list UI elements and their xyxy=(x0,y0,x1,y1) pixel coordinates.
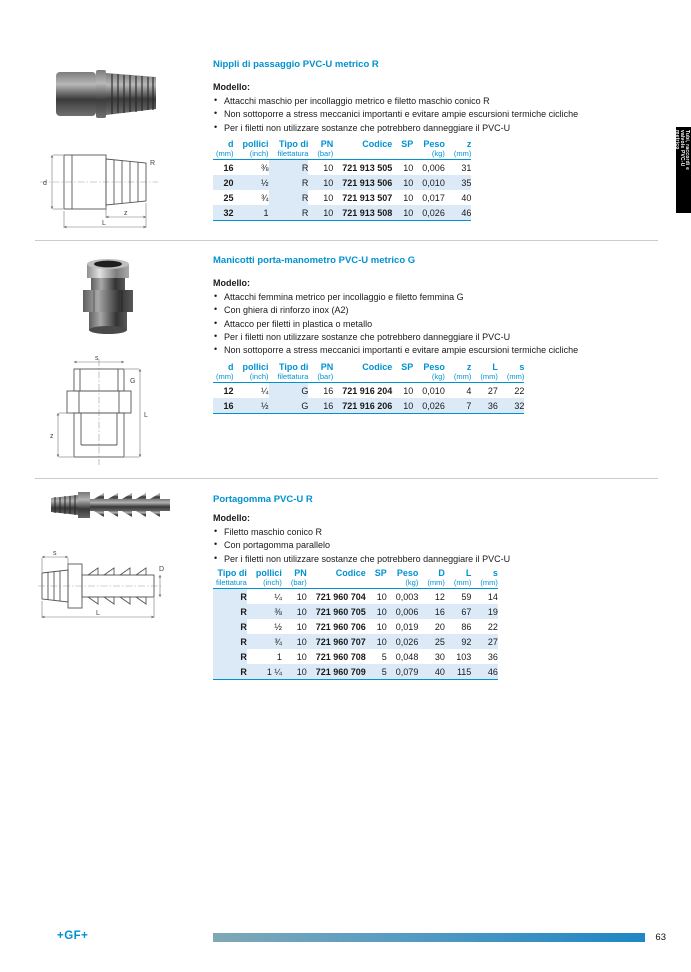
side-tab-chapter xyxy=(676,127,691,213)
table-row xyxy=(213,664,498,680)
side-tab-line: valvole PVC-U xyxy=(679,130,685,167)
footer-bar xyxy=(213,933,645,942)
model-label: Modello: xyxy=(213,513,250,523)
table-cell: 10 xyxy=(403,385,414,396)
feature-list xyxy=(213,96,665,136)
column-header: L (mm) xyxy=(471,362,498,383)
column-header: Peso (kg) xyxy=(413,362,445,383)
column-header: Tipo di filettatura xyxy=(269,139,309,160)
table-row xyxy=(213,634,498,649)
feature-item: • Non sottoporre a stress meccanici importanti e evitare ampie escursioni termiche cicliche xyxy=(213,345,665,356)
table-cell: 27 xyxy=(487,385,498,396)
section-divider xyxy=(35,240,658,241)
feature-list xyxy=(213,292,665,358)
table-cell: 7 xyxy=(466,400,472,411)
column-header: SP xyxy=(366,568,387,589)
svg-text:s: s xyxy=(53,550,57,557)
table-cell: 10 xyxy=(403,177,414,188)
technical-drawing-manicotto xyxy=(34,355,164,469)
table-cell: 721 960 709 xyxy=(315,666,366,677)
header-row xyxy=(213,568,498,589)
table-cell: 12 xyxy=(434,591,445,602)
column-header: s (mm) xyxy=(471,568,498,589)
svg-text:z: z xyxy=(124,210,128,217)
table-cell: 16 xyxy=(434,606,445,617)
table-cell: 35 xyxy=(461,177,472,188)
table-cell: 0,048 xyxy=(395,651,419,662)
table-cell: 27 xyxy=(487,636,498,647)
table-cell: 0,079 xyxy=(395,666,419,677)
model-label: Modello: xyxy=(213,82,250,92)
column-header: PN (bar) xyxy=(282,568,307,589)
column-header: pollici (inch) xyxy=(247,568,282,589)
table-cell: 721 916 204 xyxy=(342,385,393,396)
table-row xyxy=(213,175,471,190)
table-cell: R xyxy=(213,589,247,605)
column-header: z (mm) xyxy=(445,362,472,383)
table-cell: 721 960 706 xyxy=(315,621,366,632)
table-cell: ⅜ xyxy=(261,162,269,173)
table-cell: 14 xyxy=(487,591,498,602)
table-cell: 5 xyxy=(381,666,387,677)
table-cell: 20 xyxy=(223,177,234,188)
table-cell: 721 960 707 xyxy=(315,636,366,647)
column-header: D (mm) xyxy=(418,568,445,589)
table-cell: 10 xyxy=(323,177,334,188)
table-cell: R xyxy=(213,664,247,680)
page-number: 63 xyxy=(655,932,666,943)
table-cell: 40 xyxy=(434,666,445,677)
table-cell: 59 xyxy=(461,591,472,602)
feature-item: • Non sottoporre a stress meccanici importanti e evitare ampie escursioni termiche cicliche xyxy=(213,109,665,120)
table-cell: 0,026 xyxy=(422,207,445,218)
feature-list xyxy=(213,527,665,567)
svg-text:z: z xyxy=(50,433,54,440)
table-cell: 10 xyxy=(376,591,387,602)
column-header: L (mm) xyxy=(445,568,472,589)
column-header: PN (bar) xyxy=(308,362,333,383)
table-cell: 721 960 705 xyxy=(315,606,366,617)
table-row xyxy=(213,190,471,205)
side-tab-line: Tubi, raccordi e xyxy=(684,130,690,171)
table-cell: 10 xyxy=(376,606,387,617)
technical-drawing-portagomma xyxy=(34,549,166,623)
column-header: SP xyxy=(392,139,413,160)
table-cell: R xyxy=(269,205,309,221)
table-cell: 16 xyxy=(323,385,334,396)
side-tab-line: metrico xyxy=(674,130,680,150)
table-cell: 67 xyxy=(461,606,472,617)
table-cell: 1 ¼ xyxy=(266,666,282,677)
table-cell: 16 xyxy=(223,162,234,173)
header-row xyxy=(213,362,524,383)
table-cell: R xyxy=(213,649,247,664)
table-cell: 86 xyxy=(461,621,472,632)
table-cell: 30 xyxy=(434,651,445,662)
table-cell: 0,017 xyxy=(422,192,445,203)
table-cell: R xyxy=(269,190,309,205)
table-cell: 19 xyxy=(487,606,498,617)
column-header: Tipo di filettatura xyxy=(269,362,309,383)
table-cell: 10 xyxy=(403,207,414,218)
column-header: Tipo di filettatura xyxy=(213,568,247,589)
table-cell: 32 xyxy=(514,400,525,411)
product-photo-portagomma xyxy=(48,485,174,525)
table-cell: 25 xyxy=(223,192,234,203)
table-cell: 0,026 xyxy=(422,400,445,411)
svg-text:s: s xyxy=(95,355,99,362)
table-cell: 16 xyxy=(323,400,334,411)
svg-text:G: G xyxy=(130,378,136,385)
table-cell: 10 xyxy=(296,591,307,602)
column-header: Codice xyxy=(307,568,366,589)
table-cell: 721 960 704 xyxy=(315,591,366,602)
table-cell: 22 xyxy=(514,385,525,396)
table-cell: 10 xyxy=(296,621,307,632)
spec-table-manicotti xyxy=(213,362,524,414)
table-cell: 10 xyxy=(296,666,307,677)
table-cell: ¼ xyxy=(274,591,282,602)
table-row xyxy=(213,160,471,176)
table-cell: 10 xyxy=(296,636,307,647)
table-cell: 20 xyxy=(434,621,445,632)
table-cell: 721 913 505 xyxy=(342,162,393,173)
feature-item: • Con portagomma parallelo xyxy=(213,540,665,551)
table-cell: ¼ xyxy=(261,385,269,396)
table-cell: 0,003 xyxy=(395,591,419,602)
column-header: PN (bar) xyxy=(308,139,333,160)
column-header: d (mm) xyxy=(213,139,234,160)
column-header: Codice xyxy=(333,362,392,383)
table-cell: 0,026 xyxy=(395,636,419,647)
svg-text:D: D xyxy=(159,566,165,573)
feature-item: • Con ghiera di rinforzo inox (A2) xyxy=(213,305,665,316)
svg-text:L: L xyxy=(102,220,106,227)
section-title: Portagomma PVC-U R xyxy=(213,493,313,505)
table-cell: 22 xyxy=(487,621,498,632)
feature-item: • Per i filetti non utilizzare sostanze che potrebbero danneggiare il PVC-U xyxy=(213,554,665,565)
table-cell: ¾ xyxy=(261,192,269,203)
column-header: Peso (kg) xyxy=(413,139,445,160)
table-cell: 0,010 xyxy=(422,177,445,188)
table-cell: R xyxy=(269,160,309,176)
feature-item: • Attacchi maschio per incollaggio metrico e filetto maschio conico R xyxy=(213,96,665,107)
table-row xyxy=(213,398,524,414)
table-cell: R xyxy=(269,175,309,190)
table-cell: R xyxy=(213,634,247,649)
table-cell: 721 913 506 xyxy=(342,177,393,188)
product-photo-nipplo xyxy=(52,57,164,131)
section-title: Nippli di passaggio PVC-U metrico R xyxy=(213,58,379,70)
feature-item: • Per i filetti non utilizzare sostanze che potrebbero danneggiare il PVC-U xyxy=(213,332,665,343)
column-header: SP xyxy=(392,362,413,383)
table-cell: R xyxy=(213,619,247,634)
table-cell: 4 xyxy=(466,385,472,396)
svg-text:R: R xyxy=(150,160,156,167)
table-cell: 1 xyxy=(263,207,269,218)
section-title: Manicotti porta-manometro PVC-U metrico G xyxy=(213,254,416,266)
table-cell: ½ xyxy=(261,400,269,411)
spec-table-portagomma xyxy=(213,568,498,680)
column-header: Peso (kg) xyxy=(387,568,419,589)
feature-item: • Attacco per filetti in plastica o metallo xyxy=(213,319,665,330)
table-cell: 0,019 xyxy=(395,621,419,632)
column-header: z (mm) xyxy=(445,139,472,160)
table-cell: 36 xyxy=(487,400,498,411)
spec-table-nippli xyxy=(213,139,471,221)
table-cell: 10 xyxy=(403,162,414,173)
table-cell: ⅜ xyxy=(274,606,282,617)
table-cell: 0,006 xyxy=(422,162,445,173)
table-cell: ½ xyxy=(274,621,282,632)
table-cell: 92 xyxy=(461,636,472,647)
table-cell: 721 913 508 xyxy=(342,207,393,218)
table-cell: 721 960 708 xyxy=(315,651,366,662)
table-cell: 25 xyxy=(434,636,445,647)
table-cell: 36 xyxy=(487,651,498,662)
table-cell: 721 916 206 xyxy=(342,400,393,411)
table-row xyxy=(213,604,498,619)
table-cell: 10 xyxy=(296,651,307,662)
svg-text:d: d xyxy=(43,180,47,187)
table-cell: ¾ xyxy=(274,636,282,647)
table-cell: 10 xyxy=(323,192,334,203)
feature-item: • Filetto maschio conico R xyxy=(213,527,665,538)
table-cell: 103 xyxy=(456,651,472,662)
technical-drawing-nipplo xyxy=(34,133,164,233)
column-header: d (mm) xyxy=(213,362,234,383)
table-cell: 10 xyxy=(296,606,307,617)
table-cell: 0,006 xyxy=(395,606,419,617)
model-label: Modello: xyxy=(213,278,250,288)
table-row xyxy=(213,205,471,221)
table-cell: 40 xyxy=(461,192,472,203)
table-cell: G xyxy=(269,383,309,399)
svg-text:L: L xyxy=(144,412,148,419)
table-cell: 32 xyxy=(223,207,234,218)
gf-logo: +GF+ xyxy=(57,930,89,942)
table-row xyxy=(213,649,498,664)
section-divider xyxy=(35,478,658,479)
column-header: s (mm) xyxy=(498,362,525,383)
table-cell: 46 xyxy=(487,666,498,677)
table-cell: 31 xyxy=(461,162,472,173)
table-cell: 10 xyxy=(323,162,334,173)
table-row xyxy=(213,383,524,399)
table-cell: 10 xyxy=(323,207,334,218)
column-header: Codice xyxy=(333,139,392,160)
product-photo-manicotto xyxy=(58,256,158,334)
table-cell: 10 xyxy=(403,192,414,203)
table-cell: 0,010 xyxy=(422,385,445,396)
table-row xyxy=(213,619,498,634)
table-cell: R xyxy=(213,604,247,619)
table-cell: ½ xyxy=(261,177,269,188)
table-cell: 10 xyxy=(376,621,387,632)
feature-item: • Per i filetti non utilizzare sostanze che potrebbero danneggiare il PVC-U xyxy=(213,123,665,134)
header-row xyxy=(213,139,471,160)
column-header: pollici (inch) xyxy=(234,362,269,383)
feature-item: • Attacchi femmina metrico per incollaggio e filetto femmina G xyxy=(213,292,665,303)
table-cell: 721 913 507 xyxy=(342,192,393,203)
table-cell: 46 xyxy=(461,207,472,218)
column-header: pollici (inch) xyxy=(234,139,269,160)
table-cell: G xyxy=(269,398,309,414)
table-row xyxy=(213,589,498,605)
table-cell: 1 xyxy=(276,651,282,662)
svg-text:L: L xyxy=(96,610,100,617)
table-cell: 16 xyxy=(223,400,234,411)
table-cell: 5 xyxy=(381,651,387,662)
table-cell: 12 xyxy=(223,385,234,396)
table-cell: 10 xyxy=(376,636,387,647)
table-cell: 115 xyxy=(456,666,472,677)
table-cell: 10 xyxy=(403,400,414,411)
